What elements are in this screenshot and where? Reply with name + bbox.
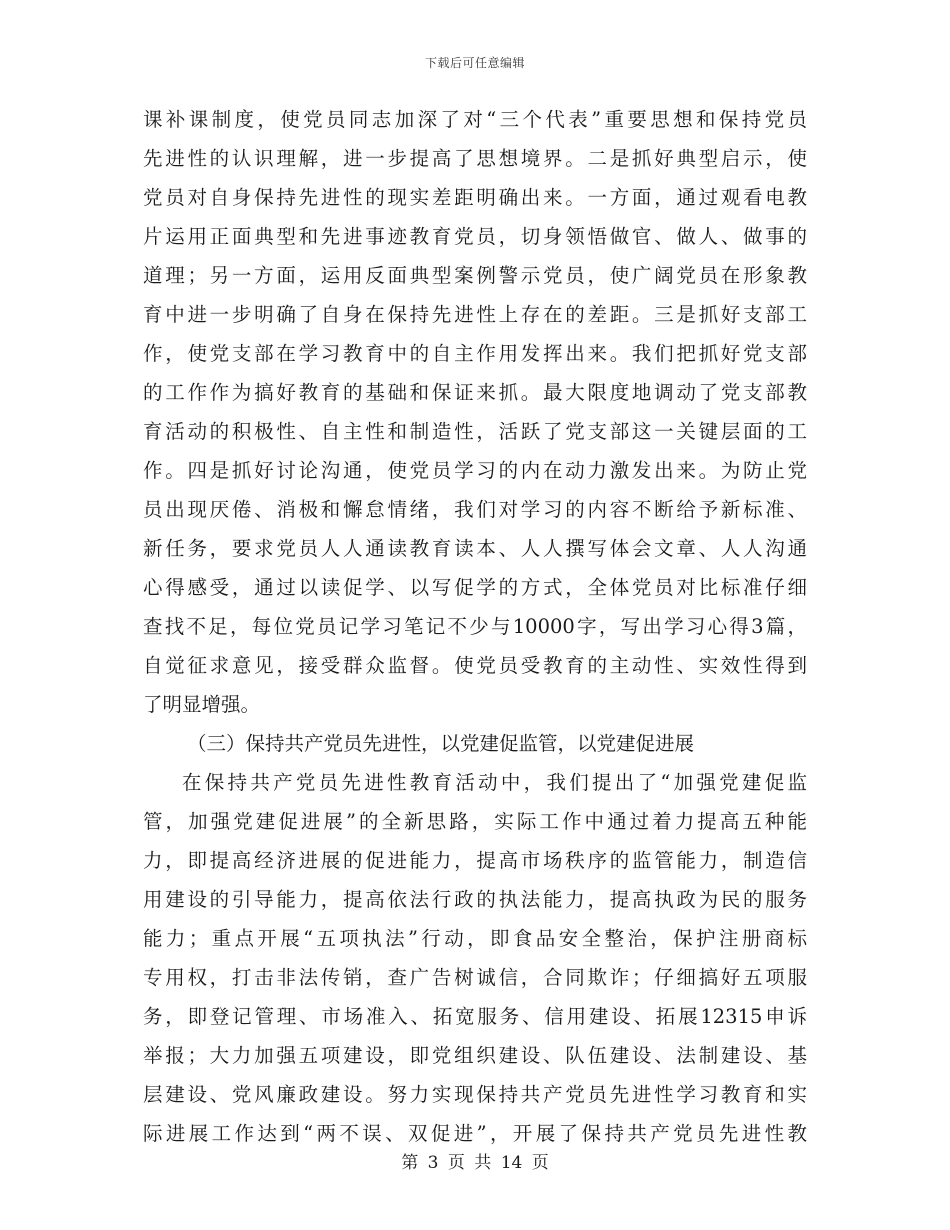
text-line: 的工作作为搞好教育的基础和保证来抓。最大限度地调动了党支部教 bbox=[143, 381, 807, 404]
page-header-note: 下载后可任意编辑 bbox=[424, 56, 525, 70]
document-body bbox=[143, 100, 807, 1153]
text-line: 际进展工作达到“两不误、双促进”，开展了保持共产党员先进性教 bbox=[143, 1122, 807, 1145]
text-line: 片运用正面典型和先进事迹教育党员，切身领悟做官、做人、做事的 bbox=[143, 225, 807, 248]
text-line: 在保持共产党员先进性教育活动中，我们提出了“加强党建促监 bbox=[182, 771, 807, 794]
text-line: 育活动的积极性、自主性和制造性，活跃了党支部这一关键层面的工 bbox=[143, 420, 807, 443]
paragraph-2 bbox=[143, 763, 807, 1153]
text-line: 道理；另一方面，运用反面典型案例警示党员，使广阔党员在形象教 bbox=[143, 264, 807, 287]
text-line: 用建设的引导能力，提高依法行政的执法能力，提高执政为民的服务 bbox=[143, 888, 807, 911]
text-line: 自觉征求意见，接受群众监督。使党员受教育的主动性、实效性得到 bbox=[143, 654, 807, 677]
text-line: 专用权，打击非法传销，查广告树诚信，合同欺诈；仔细搞好五项服 bbox=[143, 966, 807, 989]
text-line: 党员对自身保持先进性的现实差距明确出来。一方面，通过观看电教 bbox=[143, 186, 807, 209]
text-line: 查找不足，每位党员记学习笔记不少与10000字，写出学习心得3篇， bbox=[143, 615, 807, 638]
text-line: 了明显增强。 bbox=[143, 693, 261, 716]
text-line: 新任务，要求党员人人通读教育读本、人人撰写体会文章、人人沟通 bbox=[143, 537, 807, 560]
text-line: 能力；重点开展“五项执法”行动，即食品安全整治，保护注册商标 bbox=[143, 927, 807, 950]
text-line: 作，使党支部在学习教育中的自主作用发挥出来。我们把抓好党支部 bbox=[143, 342, 807, 365]
text-line: 作。四是抓好讨论沟通，使党员学习的内在动力激发出来。为防止党 bbox=[143, 459, 807, 482]
text-line: 先进性的认识理解，进一步提高了思想境界。二是抓好典型启示，使 bbox=[143, 147, 807, 170]
page-number-footer: 第 3 页 共 14 页 bbox=[401, 1153, 549, 1173]
text-line: 务，即登记管理、市场准入、拓宽服务、信用建设、拓展12315申诉 bbox=[143, 1005, 807, 1028]
text-line: 力，即提高经济进展的促进能力，提高市场秩序的监管能力，制造信 bbox=[143, 849, 807, 872]
text-line: 心得感受，通过以读促学、以写促学的方式，全体党员对比标准仔细 bbox=[143, 576, 807, 599]
text-line: 举报；大力加强五项建设，即党组织建设、队伍建设、法制建设、基 bbox=[143, 1044, 807, 1067]
text-line: 管，加强党建促进展”的全新思路，实际工作中通过着力提高五种能 bbox=[143, 810, 807, 833]
text-line: 员出现厌倦、消极和懈怠情绪，我们对学习的内容不断给予新标准、 bbox=[143, 498, 807, 521]
paragraph-1 bbox=[143, 100, 807, 724]
section-heading: （三）保持共产党员先进性，以党建促监管，以党建促进展 bbox=[187, 732, 695, 755]
text-line: 课补课制度，使党员同志加深了对“三个代表”重要思想和保持党员 bbox=[143, 108, 807, 131]
text-line: 育中进一步明确了自身在保持先进性上存在的差距。三是抓好支部工 bbox=[143, 303, 807, 326]
text-line: 层建设、党风廉政建设。努力实现保持共产党员先进性学习教育和实 bbox=[143, 1083, 807, 1106]
